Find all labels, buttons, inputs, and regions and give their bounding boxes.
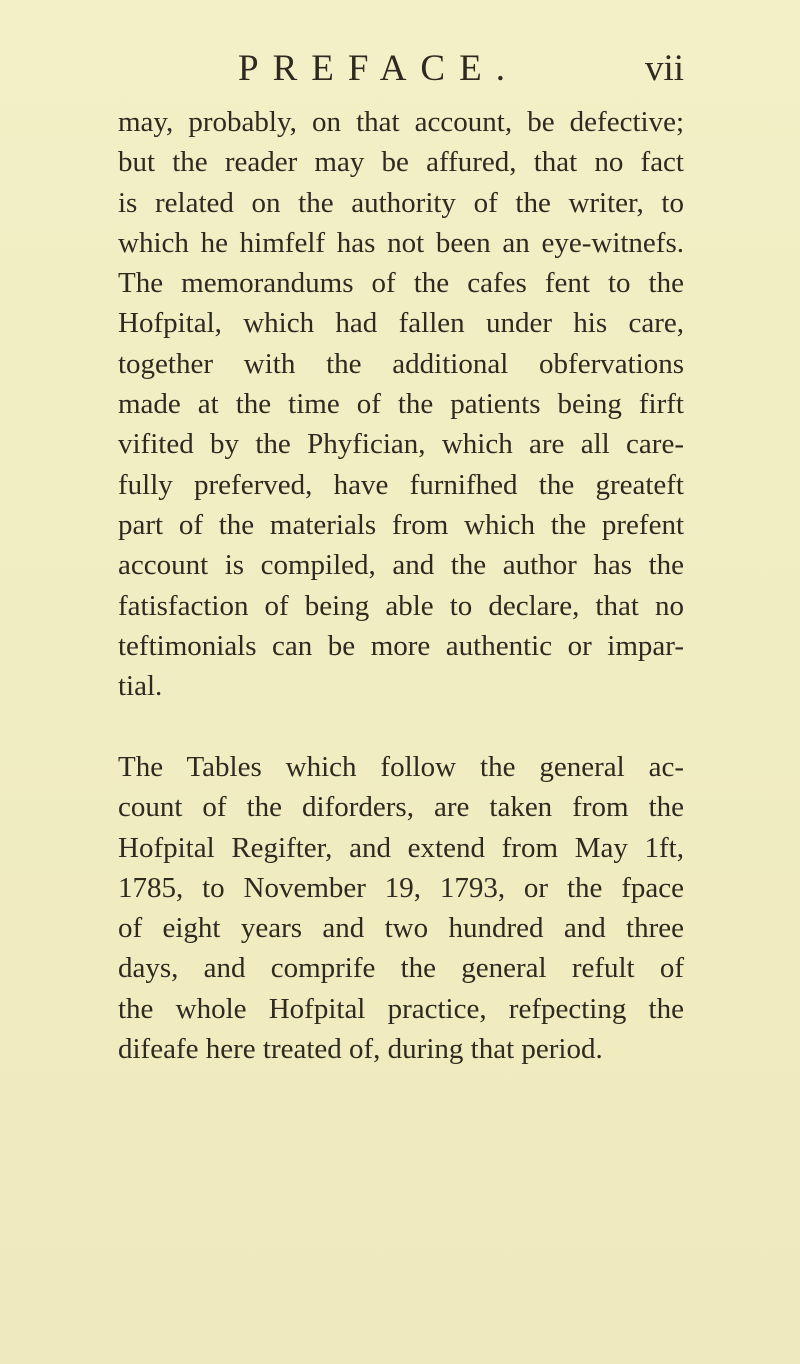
text-line: made at the time of the patients being firft [118, 388, 684, 421]
text-line: count of the diforders, are taken from the [118, 791, 684, 824]
text-line: part of the materials from which the prefent [118, 508, 684, 541]
text-line: tial. [118, 670, 163, 703]
text-line: together with the additional obfervations [118, 347, 684, 380]
text-line: is related on the authority of the writer, to [118, 186, 684, 219]
text-line: but the reader may be affured, that no fact [118, 146, 684, 179]
text-line: 1785, to November 19, 1793, or the fpace [118, 871, 684, 904]
text-line: The Tables which follow the general ac- [118, 751, 684, 783]
text-line: difeafe here treated of, during that period. [118, 1033, 603, 1066]
running-title: PREFACE. [238, 48, 519, 89]
page-number: vii [645, 48, 685, 89]
text-line: days, and comprife the general refult of [118, 952, 684, 985]
text-line: Hofpital, which had fallen under his care, [118, 307, 684, 340]
paragraph-1 [118, 102, 684, 706]
text-line: the whole Hofpital practice, refpecting the [118, 992, 684, 1025]
text-line: Hofpital Regifter, and extend from May 1ft, [118, 831, 684, 864]
text-line: vifited by the Phyfician, which are all care- [118, 428, 684, 461]
page-header [0, 44, 800, 94]
text-line: account is compiled, and the author has the [118, 549, 684, 582]
text-line: which he himfelf has not been an eye-witnefs. [118, 226, 684, 259]
text-line: of eight years and two hundred and three [118, 912, 684, 945]
text-line: may, probably, on that account, be defective; [118, 106, 684, 138]
text-line: teftimonials can be more authentic or impar- [118, 629, 684, 662]
paragraph-2 [118, 747, 684, 1069]
text-line: The memorandums of the cafes fent to the [118, 267, 684, 300]
text-line: fatisfaction of being able to declare, that no [118, 589, 684, 622]
text-line: fully preferved, have furnifhed the greateft [118, 468, 684, 501]
